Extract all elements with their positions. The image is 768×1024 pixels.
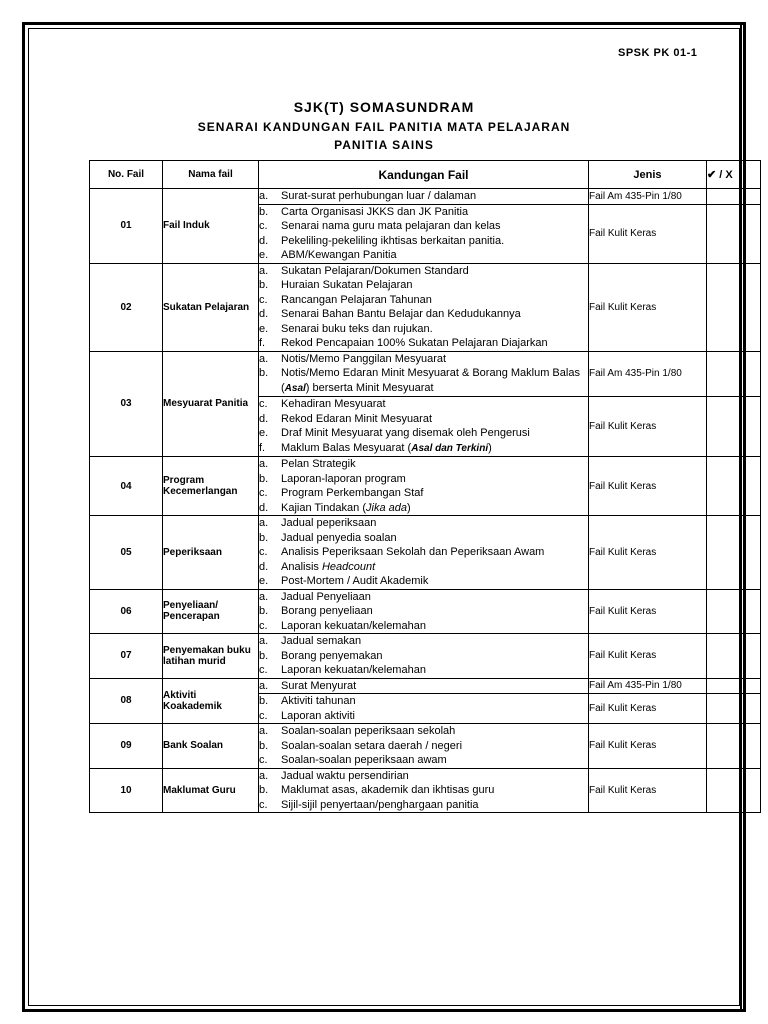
file-number: 05 (90, 516, 163, 590)
item-text-part: Draf Minit Mesyuarat yang disemak oleh Pengerusi (281, 427, 530, 439)
content-item (259, 219, 588, 234)
content-item (259, 663, 588, 678)
file-contents-table (89, 160, 761, 813)
item-label: a. (259, 725, 269, 737)
check-cell[interactable] (707, 589, 761, 634)
item-text (281, 694, 588, 709)
item-label: b. (259, 739, 269, 752)
file-name: Bank Soalan (163, 724, 259, 769)
item-text (281, 189, 588, 204)
table-row (90, 768, 761, 813)
table-body (90, 189, 761, 813)
file-contents (259, 351, 589, 397)
item-text-part: Soalan-soalan setara daerah / negeri (281, 739, 463, 752)
item-text (281, 264, 588, 279)
item-text (281, 649, 588, 664)
file-contents (259, 263, 589, 351)
content-item (259, 189, 588, 204)
file-type: Fail Kulit Keras (589, 694, 707, 724)
item-label: a. (259, 590, 269, 603)
content-item (259, 634, 588, 649)
item-text-part: Maklum Balas Mesyuarat ( (281, 441, 412, 454)
file-name: Maklumat Guru (163, 768, 259, 813)
content-item (259, 739, 588, 754)
item-label: b. (259, 472, 269, 485)
file-type: Fail Kulit Keras (589, 204, 707, 263)
check-cell[interactable] (707, 678, 761, 694)
file-contents (259, 589, 589, 634)
item-text-part: Post-Mortem / Audit Akademik (281, 575, 429, 587)
content-item (259, 619, 588, 634)
file-type: Fail Kulit Keras (589, 589, 707, 634)
item-text (281, 769, 588, 784)
file-type: Fail Kulit Keras (589, 457, 707, 516)
item-text-part: Soalan-soalan peperiksaan sekolah (281, 725, 456, 737)
file-name: Mesyuarat Panitia (163, 351, 259, 457)
item-text-part: Jadual waktu persendirian (281, 769, 409, 782)
item-text-emphasis: Headcount (321, 560, 376, 573)
item-text (281, 634, 588, 649)
item-text-part: Analisis Peperiksaan Sekolah dan Peperiksaan Awam (281, 546, 545, 558)
table-row (90, 516, 761, 590)
check-cell[interactable] (707, 397, 761, 457)
item-text-part: Rekod Pencapaian 100% Sukatan Pelajaran Diajarkan (281, 337, 548, 349)
content-item (259, 679, 588, 694)
item-label: d. (259, 560, 269, 573)
item-label: a. (259, 769, 269, 782)
check-cell[interactable] (707, 351, 761, 397)
file-name: Sukatan Pelajaran (163, 263, 259, 351)
check-cell[interactable] (707, 724, 761, 769)
file-name: Aktiviti Koakademik (163, 678, 259, 724)
content-item (259, 412, 588, 427)
item-text (281, 412, 588, 427)
item-text-part: Laporan aktiviti (281, 709, 355, 722)
item-text (281, 574, 588, 589)
table-row (90, 678, 761, 694)
item-text (281, 366, 588, 396)
file-type: Fail Am 435-Pin 1/80 (589, 189, 707, 205)
content-item (259, 234, 588, 249)
item-text-part: Kajian Tindakan ( (281, 501, 366, 514)
check-cell[interactable] (707, 694, 761, 724)
file-contents (259, 678, 589, 694)
item-text (281, 739, 588, 754)
file-contents (259, 634, 589, 679)
item-text (281, 397, 588, 412)
table-row (90, 189, 761, 205)
item-text (281, 724, 588, 739)
item-label: a. (259, 458, 269, 470)
table-row (90, 457, 761, 516)
file-name: Penyemakan buku latihan murid (163, 634, 259, 679)
file-name: Program Kecemerlangan (163, 457, 259, 516)
file-type: Fail Kulit Keras (589, 397, 707, 457)
content-item (259, 322, 588, 337)
item-text-part: Borang penyemakan (281, 649, 383, 662)
content-item (259, 769, 588, 784)
item-text (281, 278, 588, 293)
school-name: SJK(T) SOMASUNDRAM (293, 99, 475, 115)
item-text (281, 457, 588, 472)
item-text-part: ) (488, 441, 492, 454)
document-subtitle: PANITIA SAINS (334, 138, 434, 152)
item-label: d. (259, 412, 269, 425)
table-row (90, 634, 761, 679)
item-text-part: Analisis (281, 560, 322, 573)
item-text-part: Aktiviti tahunan (281, 695, 356, 707)
item-text (281, 753, 588, 768)
content-item (259, 293, 588, 308)
item-text (281, 798, 588, 813)
content-item (259, 278, 588, 293)
item-text-part: ) berserta Minit Mesyuarat (305, 381, 434, 394)
content-item (259, 501, 588, 516)
item-text-emphasis: Asal dan Terkini (411, 442, 489, 454)
item-text-part: Sijil-sijil penyertaan/penghargaan panitia (281, 798, 479, 811)
file-number: 07 (90, 634, 163, 679)
column-header-jenis: Jenis (589, 161, 707, 189)
file-type: Fail Kulit Keras (589, 516, 707, 590)
item-label: c. (259, 487, 268, 499)
file-name: Penyeliaan/ Pencerapan (163, 589, 259, 634)
item-text (281, 234, 588, 249)
file-contents (259, 189, 589, 205)
content-item (259, 352, 588, 367)
item-text-part: Laporan-laporan program (281, 472, 406, 485)
check-cell[interactable] (707, 768, 761, 813)
item-label: c. (259, 754, 268, 766)
item-text (281, 322, 588, 337)
item-text-part: Notis/Memo Edaran Minit Mesyuarat & Borang Maklum Balas ( (281, 367, 580, 394)
item-text (281, 307, 588, 322)
item-text-part: Program Perkembangan Staf (281, 487, 424, 499)
item-text-part: Carta Organisasi JKKS dan JK Panitia (281, 205, 469, 218)
file-type: Fail Am 435-Pin 1/80 (589, 351, 707, 397)
file-contents (259, 397, 589, 457)
item-label: b. (259, 784, 269, 796)
content-item (259, 472, 588, 487)
file-number: 06 (90, 589, 163, 634)
check-cell[interactable] (707, 189, 761, 205)
item-label: b. (259, 695, 269, 707)
item-text (281, 205, 588, 220)
item-label: c. (259, 546, 268, 558)
item-text (281, 336, 588, 351)
content-item (259, 604, 588, 619)
file-type: Fail Kulit Keras (589, 634, 707, 679)
item-text (281, 486, 588, 501)
table-header-row (90, 161, 761, 189)
item-text-part: Jadual Penyeliaan (281, 590, 371, 603)
item-label: f. (259, 337, 266, 349)
content-item (259, 649, 588, 664)
file-type: Fail Kulit Keras (589, 768, 707, 813)
file-contents (259, 768, 589, 813)
item-label: c. (259, 398, 268, 410)
item-text (281, 709, 588, 724)
item-label: a. (259, 635, 269, 647)
item-label: b. (259, 205, 269, 218)
item-text (281, 590, 588, 605)
content-item (259, 753, 588, 768)
item-text-part: Borang penyeliaan (281, 605, 373, 617)
file-name: Fail Induk (163, 189, 259, 264)
item-text (281, 426, 588, 441)
item-text-part: Jadual semakan (281, 635, 362, 647)
content-item (259, 531, 588, 546)
table-row (90, 263, 761, 351)
item-text-part: Pekeliling-pekeliling ikhtisas berkaitan panitia. (281, 234, 505, 247)
file-contents (259, 457, 589, 516)
file-number: 04 (90, 457, 163, 516)
table-row (90, 724, 761, 769)
content-item (259, 248, 588, 263)
file-type: Fail Am 435-Pin 1/80 (589, 678, 707, 694)
item-text-part: Soalan-soalan peperiksaan awam (281, 754, 447, 766)
item-text-part: Surat Menyurat (281, 679, 357, 692)
item-text (281, 516, 588, 531)
item-label: e. (259, 249, 269, 261)
item-label: e. (259, 322, 269, 335)
item-label: a. (259, 517, 269, 529)
content-item (259, 441, 588, 457)
file-number: 08 (90, 678, 163, 724)
item-text (281, 604, 588, 619)
content-item (259, 709, 588, 724)
content-item (259, 397, 588, 412)
item-label: f. (259, 441, 266, 454)
item-label: a. (259, 264, 269, 277)
item-text-part: Senarai buku teks dan rujukan. (281, 322, 433, 335)
item-text (281, 619, 588, 634)
item-label: b. (259, 367, 269, 379)
column-header-kandungan: Kandungan Fail (259, 161, 589, 189)
item-text-part: Jadual penyedia soalan (281, 531, 397, 544)
table-row (90, 589, 761, 634)
item-text-emphasis: Jika ada (366, 501, 407, 514)
file-contents (259, 694, 589, 724)
check-cell[interactable] (707, 634, 761, 679)
file-type: Fail Kulit Keras (589, 724, 707, 769)
content-item (259, 336, 588, 351)
content-item (259, 516, 588, 531)
item-text (281, 293, 588, 308)
file-contents (259, 516, 589, 590)
check-cell[interactable] (707, 204, 761, 263)
document-code: SPSK PK 01-1 (618, 47, 698, 59)
item-text (281, 248, 588, 263)
item-label: e. (259, 575, 269, 587)
item-text-part: Notis/Memo Panggilan Mesyuarat (281, 352, 447, 365)
item-text (281, 560, 588, 575)
item-label: c. (259, 709, 268, 722)
file-number: 01 (90, 189, 163, 264)
item-text (281, 679, 588, 694)
item-label: e. (259, 427, 269, 439)
content-item (259, 560, 588, 575)
file-number: 10 (90, 768, 163, 813)
content-item (259, 590, 588, 605)
item-text-part: Huraian Sukatan Pelajaran (281, 279, 413, 291)
check-cell[interactable] (707, 516, 761, 590)
content-item (259, 574, 588, 589)
item-text-emphasis: Asal (284, 382, 306, 394)
item-text-part: Laporan kekuatan/kelemahan (281, 619, 426, 632)
content-item (259, 264, 588, 279)
file-number: 03 (90, 351, 163, 457)
file-type: Fail Kulit Keras (589, 263, 707, 351)
item-text-part: Kehadiran Mesyuarat (281, 398, 386, 410)
item-label: b. (259, 279, 269, 291)
item-text-part: Rekod Edaran Minit Mesyuarat (281, 412, 433, 425)
content-item (259, 366, 588, 396)
item-text-part: Maklumat asas, akademik dan ikhtisas guru (281, 784, 495, 796)
item-text-part: Laporan kekuatan/kelemahan (281, 664, 426, 676)
content-item (259, 205, 588, 220)
content-item (259, 457, 588, 472)
content-item (259, 486, 588, 501)
item-text-part: Senarai nama guru mata pelajaran dan kelas (281, 220, 501, 232)
check-cell[interactable] (707, 457, 761, 516)
content-item (259, 694, 588, 709)
content-item (259, 307, 588, 322)
item-text (281, 501, 588, 516)
content-item (259, 798, 588, 813)
item-text-part: Sukatan Pelajaran/Dokumen Standard (281, 264, 469, 277)
item-text (281, 531, 588, 546)
document-title: SENARAI KANDUNGAN FAIL PANITIA MATA PELAJARAN (197, 120, 571, 134)
check-cell[interactable] (707, 263, 761, 351)
table-row (90, 351, 761, 397)
item-text (281, 663, 588, 678)
item-text (281, 472, 588, 487)
item-label: a. (259, 679, 269, 692)
item-text-part: ABM/Kewangan Panitia (281, 249, 397, 261)
item-text-part: Surat-surat perhubungan luar / dalaman (281, 190, 477, 202)
item-text-part: Jadual peperiksaan (281, 517, 377, 529)
item-label: b. (259, 531, 269, 544)
item-text (281, 219, 588, 234)
file-number: 02 (90, 263, 163, 351)
item-label: c. (259, 664, 268, 676)
item-text (281, 441, 588, 457)
content-item (259, 426, 588, 441)
item-label: c. (259, 798, 268, 811)
item-label: c. (259, 293, 268, 306)
item-label: a. (259, 352, 269, 365)
item-text-part: Rancangan Pelajaran Tahunan (281, 293, 432, 306)
item-text (281, 545, 588, 560)
content-item (259, 545, 588, 560)
content-item (259, 783, 588, 798)
item-label: d. (259, 501, 269, 514)
column-header-no: No. Fail (90, 161, 163, 189)
file-contents (259, 724, 589, 769)
item-text (281, 783, 588, 798)
file-contents (259, 204, 589, 263)
item-label: b. (259, 649, 269, 662)
item-text (281, 352, 588, 367)
item-label: b. (259, 605, 269, 617)
item-label: a. (259, 190, 269, 202)
item-label: c. (259, 220, 268, 232)
item-text-part: Pelan Strategik (281, 458, 356, 470)
item-label: c. (259, 619, 268, 632)
file-number: 09 (90, 724, 163, 769)
item-label: d. (259, 234, 269, 247)
column-header-nama: Nama fail (163, 161, 259, 189)
item-label: d. (259, 308, 269, 320)
content-item (259, 724, 588, 739)
column-header-tick: ✔ / X (707, 161, 761, 189)
item-text-part: ) (406, 501, 411, 514)
file-name: Peperiksaan (163, 516, 259, 590)
item-text-part: Senarai Bahan Bantu Belajar dan Kedudukannya (281, 308, 521, 320)
